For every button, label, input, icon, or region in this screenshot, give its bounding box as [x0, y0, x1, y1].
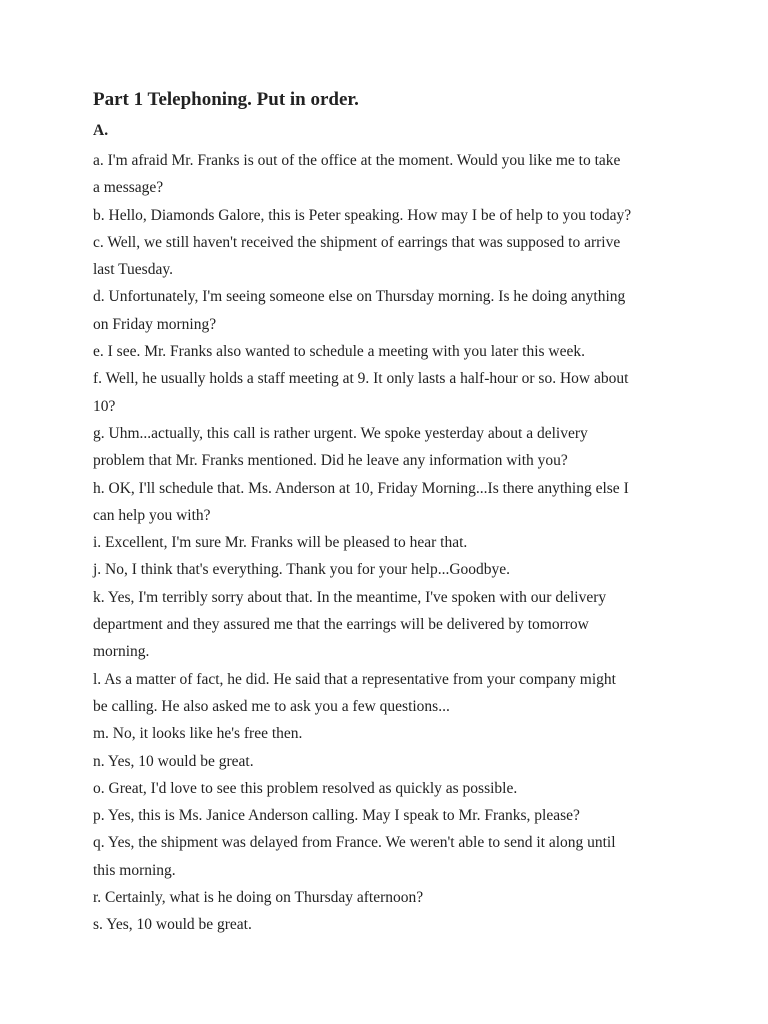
- text-line: a. I'm afraid Mr. Franks is out of the office at the moment. Would you like me to take: [93, 152, 621, 169]
- text-line: n. Yes, 10 would be great.: [93, 752, 254, 770]
- section-heading: A.: [93, 122, 109, 139]
- text-line: s. Yes, 10 would be great.: [93, 916, 252, 934]
- text-line: 10?: [93, 397, 116, 415]
- text-line: j. No, I think that's everything. Thank you for your help...Goodbye.: [93, 561, 511, 579]
- text-line: l. As a matter of fact, he did. He said that a representative from your company might: [93, 670, 616, 688]
- text-line: o. Great, I'd love to see this problem resolved as quickly as possible.: [93, 779, 518, 797]
- text-line: p. Yes, this is Ms. Janice Anderson calling. May I speak to Mr. Franks, please?: [93, 807, 580, 825]
- dialogue-lines: [93, 147, 693, 939]
- text-line: on Friday morning?: [93, 315, 217, 333]
- text-line: h. OK, I'll schedule that. Ms. Anderson at 10, Friday Morning...Is there anything else I: [93, 479, 629, 497]
- text-line: morning.: [93, 643, 150, 661]
- text-line: r. Certainly, what is he doing on Thursday afternoon?: [93, 889, 424, 907]
- document-page: [93, 88, 693, 939]
- text-line: can help you with?: [93, 506, 211, 524]
- text-line: this morning.: [93, 861, 176, 879]
- text-line: problem that Mr. Franks mentioned. Did he leave any information with you?: [93, 452, 568, 470]
- text-line: q. Yes, the shipment was delayed from France. We weren't able to send it along until: [93, 834, 616, 852]
- text-line: e. I see. Mr. Franks also wanted to schedule a meeting with you later this week.: [93, 343, 585, 361]
- text-line: c. Well, we still haven't received the shipment of earrings that was supposed to arrive: [93, 233, 621, 251]
- text-line: a message?: [93, 179, 164, 197]
- text-line: b. Hello, Diamonds Galore, this is Peter speaking. How may I be of help to you today?: [93, 206, 632, 224]
- text-line: d. Unfortunately, I'm seeing someone else on Thursday morning. Is he doing anything: [93, 288, 626, 306]
- text-line: be calling. He also asked me to ask you a few questions...: [93, 697, 450, 715]
- text-line: m. No, it looks like he's free then.: [93, 725, 303, 743]
- text-line: last Tuesday.: [93, 261, 173, 279]
- page-title: Part 1 Telephoning. Put in order.: [93, 89, 359, 110]
- text-line: f. Well, he usually holds a staff meeting at 9. It only lasts a half-hour or so. How about: [93, 370, 629, 388]
- text-line: department and they assured me that the earrings will be delivered by tomorrow: [93, 616, 589, 634]
- text-line: g. Uhm...actually, this call is rather urgent. We spoke yesterday about a delivery: [93, 424, 588, 442]
- text-line: k. Yes, I'm terribly sorry about that. In the meantime, I've spoken with our delivery: [93, 588, 607, 606]
- text-line: i. Excellent, I'm sure Mr. Franks will be pleased to hear that.: [93, 534, 468, 552]
